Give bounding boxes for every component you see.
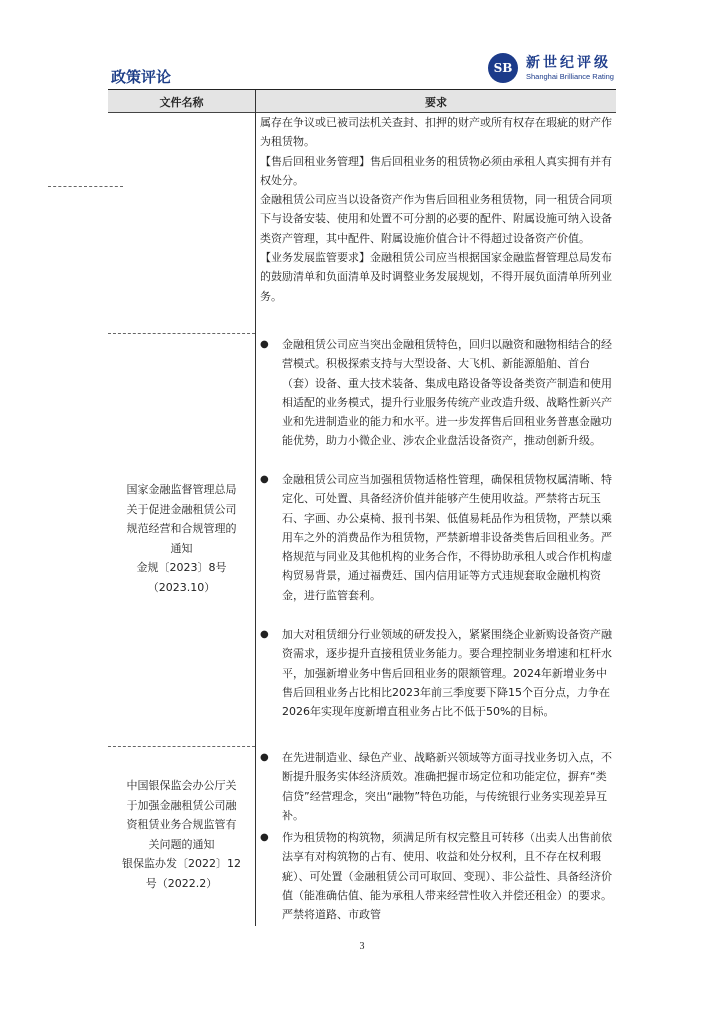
bullet-icon: ● [260, 629, 269, 640]
doc-name-line: 通知 [170, 541, 193, 555]
doc-number: 金规〔2023〕8号 [136, 561, 227, 574]
doc-number: 银保监办发〔2022〕12 [122, 857, 241, 870]
row-divider [108, 333, 255, 334]
doc-name-line: 国家金融监督管理总局 [126, 483, 237, 496]
policy-table [108, 89, 616, 926]
row2-document-name [112, 480, 251, 597]
bullet-icon: ● [260, 339, 269, 350]
logo-chinese-name: 新世纪评级 [526, 55, 611, 71]
column-divider [255, 90, 256, 926]
requirement-paragraph: 【业务发展监管要求】金融租赁公司应当根据国家金融监督管理总局发布的鼓励清单和负面清单及时调整业务发展规划，不得开展负面清单所列业务。 [260, 251, 612, 303]
doc-name-line: 资租赁业务合规监管有 [126, 818, 237, 831]
requirement-paragraph: 金融租赁公司应当以设备资产作为售后回租业务租赁物，同一租赁合同项下与设备安装、使用和处置不可分割的必要的配件、附属设施可纳入设备类资产管理，其中配件、附属设施价值合计不得超过设备资产价值。 [260, 193, 612, 245]
bullet-icon: ● [260, 752, 269, 763]
page-number: 3 [359, 941, 365, 952]
table-header [108, 90, 616, 113]
doc-name-line: 中国银保监会办公厅关 [126, 779, 237, 792]
bullet-text: 金融租赁公司应当突出金融租赁特色，回归以融资和融物相结合的经营模式。积极探索支持与大型设备、大飞机、新能源船舶、首台（套）设备、重大技术装备、集成电路设备等设备类资产制造和使用相适配的业务模式，提升行业服务传统产业改造升级、战略性新兴产业和先进制造业的能力和水平。进一步发挥售后回租业务普惠金融功能优势，助力小微企业、涉农企业盘活设备资产，推动创新升级。 [282, 338, 612, 448]
doc-name-line: 关于促进金融租赁公司 [126, 502, 237, 516]
doc-name-line: 于加强金融租赁公司融 [126, 798, 237, 812]
logo-english-name: Shanghai Brilliance Rating [526, 72, 614, 81]
column-header-document: 文件名称 [159, 96, 204, 109]
bullet-icon: ● [260, 474, 269, 485]
doc-name-line: 关问题的通知 [148, 837, 215, 851]
requirement-paragraph: 属存在争议或已被司法机关查封、扣押的财产或所有权存在瑕疵的财产作为租赁物。 [260, 116, 612, 149]
requirement-paragraph: 【售后回租业务管理】售后回租业务的租赁物必须由承租人真实拥有并有权处分。 [260, 154, 612, 187]
company-logo [488, 52, 618, 86]
bullet-text: 加大对租赁细分行业领域的研发投入，紧紧围绕企业新购设备资产融资需求，逐步提升直接租赁业务能力。要合理控制业务增速和杠杆水平，加强新增业务中售后回租业务的限额管理。2024年新增业务中售后回租业务占比相比2023年前三季度要下降15个百分点，力争在2026年实现年度新增直租业务占比不低于50%的目标。 [282, 628, 612, 719]
row-divider [108, 746, 255, 747]
doc-name-line: 规范经营和合规管理的 [126, 522, 237, 535]
bullet-text: 金融租赁公司应当加强租赁物适格性管理，确保租赁物权属清晰、特定化、可处置、具备经济价值并能够产生使用收益。严禁将古玩玉石、字画、办公桌椅、报刊书架、低值易耗品作为租赁物，严禁以乘用车之外的消费品作为租赁物，严禁新增非设备类售后回租业务。严格规范与同业及其他机构的业务合作，不得协助承租人或合作机构虚构贸易背景，通过福费廷、国内信用证等方式违规套取金融机构资金，进行监管套利。 [282, 473, 612, 602]
bullet-text: 在先进制造业、绿色产业、战略新兴领域等方面寻找业务切入点，不断提升服务实体经济质效。准确把握市场定位和功能定位，摒弃“类信贷”经营理念，突出“融物”特色功能，与传统银行业务实现差异互补。 [282, 751, 612, 822]
bullet-icon: ● [260, 832, 269, 843]
bullet-text: 作为租赁物的构筑物，须满足所有权完整且可转移（出卖人出售前依法享有对构筑物的占有、使用、收益和处分权利，且不存在权利瑕疵）、可处置（金融租赁公司可取回、变现）、非公益性、具备经济价值（能准确估值、能为承租人带来经营性收入并偿还租金）的要求。严禁将道路、市政管 [282, 831, 612, 922]
row3-document-name [112, 776, 251, 893]
column-header-requirement: 要求 [425, 96, 447, 109]
row1-requirements [260, 113, 612, 306]
logo-emblem-icon: SB [488, 53, 518, 83]
section-title: 政策评论 [111, 68, 172, 86]
doc-date: 号（2022.2） [145, 876, 218, 890]
doc-date: （2023.10） [147, 580, 216, 594]
